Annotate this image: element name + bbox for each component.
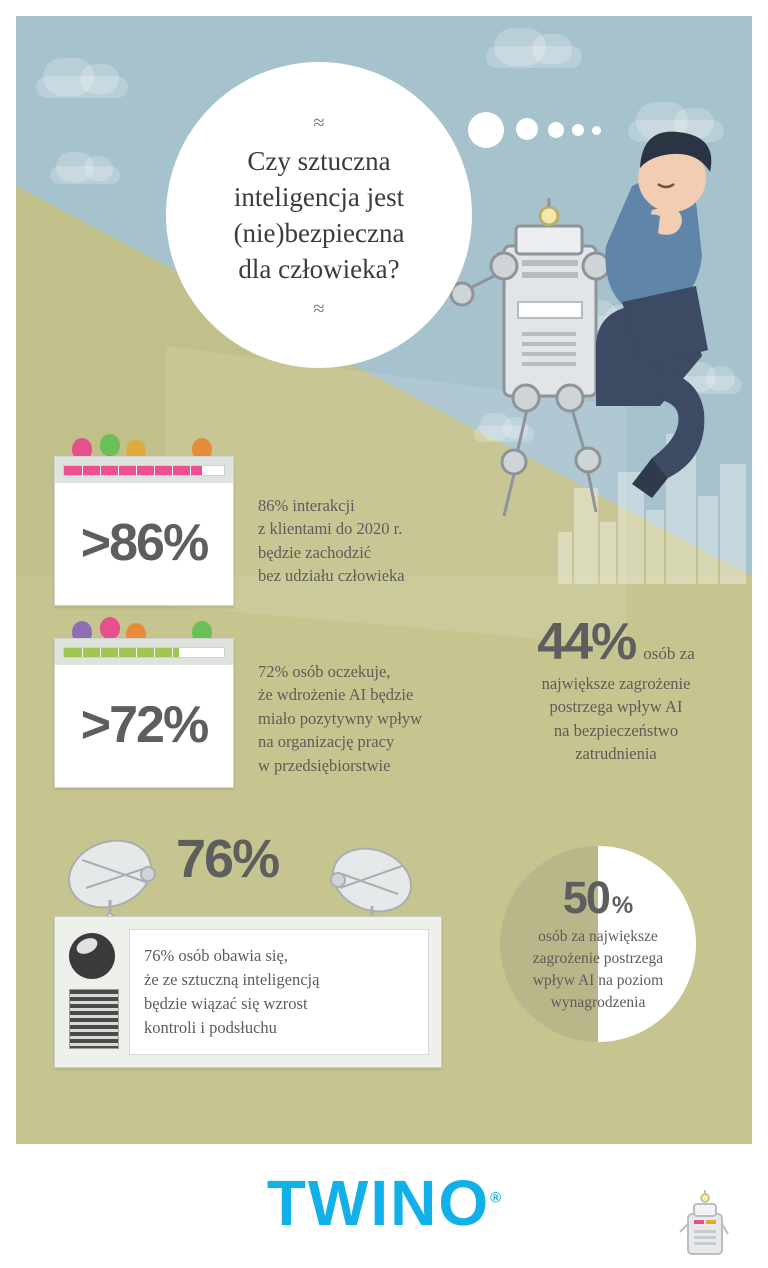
stat-44-suffix: osób za [643,644,695,663]
headline-line-4: dla człowieka? [238,254,400,285]
squiggle-icon: ≈ [313,298,325,321]
stat-72-value: >72% [80,696,208,754]
balloon-icon [100,434,120,456]
stat-50-line-2: zagrożenie postrzega [532,949,664,967]
stat-86-line-3: będzie zachodzić [258,542,372,562]
stat-86-line-2: z klientami do 2020 r. [258,519,403,539]
progress-fill [64,466,202,475]
stat-44-line-4: zatrudnienia [575,744,657,764]
browser-progress-bar [55,457,233,483]
stat-86-line-4: bez udziału człowieka [258,566,405,586]
headline-line-1: Czy sztuczna [247,145,391,176]
stat-76-description [144,944,319,1040]
footer [0,1144,768,1268]
mini-robot-icon [678,1188,730,1258]
stat-50-pie-chart [500,846,696,1042]
cloud-icon [36,76,128,98]
stat-50-description [519,926,677,1014]
brand-logo [0,1166,768,1240]
stat-76-line-4: kontroli i podsłuchu [144,1017,277,1037]
stat-76-line-2: że ze sztuczną inteligencją [144,970,320,990]
stat-44-line-2: postrzega wpływ AI [549,697,683,717]
stat-44-description [496,672,736,766]
stat-44-line-3: na bezpieczeństwo [553,720,679,740]
balloon-icon [100,617,120,639]
page-title [234,143,405,288]
stat-72-line-5: w przedsiębiorstwie [258,755,391,775]
browser-card-86 [54,456,234,606]
headline-line-3: (nie)bezpieczna [233,218,405,248]
browser-screen-72 [55,665,233,785]
browser-card-72 [54,638,234,788]
progress-track [63,465,225,476]
stat-50-line-1: osób za największe [538,927,658,945]
stat-50-number: 50 [562,871,609,923]
stat-76-line-1: 76% osób obawia się, [144,946,288,966]
headline-line-2: inteligencja jest [233,181,405,212]
progress-track [63,647,225,658]
stat-76-value: 76% [176,829,279,889]
stat-44-group [496,613,736,766]
stat-50-unit: % [611,891,634,919]
stat-72-line-3: miało pozytywny wpływ [258,708,423,728]
browser-screen-86 [55,483,233,603]
speaker-icon [69,933,115,979]
stat-72-line-1: 72% osób oczekuje, [258,662,391,681]
stat-50-line-4: wynagrodzenia [550,993,646,1011]
stat-76-line-3: będzie wiązać się wzrost [144,994,308,1013]
stat-72-description [258,660,514,777]
radio-card-76 [54,916,442,1068]
stat-86-line-1: 86% interakcji [258,496,355,515]
stat-44-line-1: największe zagrożenie [541,674,691,693]
stat-86-description [258,494,508,588]
browser-progress-bar [55,639,233,665]
cloud-icon [486,46,582,68]
thought-bubble [166,62,472,368]
stat-50-line-3: wpływ AI na poziom [532,971,664,989]
squiggle-icon: ≈ [313,111,325,134]
grille-icon [69,989,119,1049]
stat-50-value [562,871,634,923]
man-and-robot-illustration [446,106,746,546]
cloud-icon [50,166,120,184]
stat-44-value: 44% [537,613,636,671]
stat-72-line-4: na organizację pracy [258,732,395,752]
stat-76-panel [129,929,429,1055]
stat-72-line-2: że wdrożenie AI będzie [258,685,414,705]
stat-86-value: >86% [80,514,208,572]
trademark-symbol: ® [490,1189,502,1207]
brand-name: TWINO [266,1167,491,1239]
poster-canvas [16,16,752,1144]
